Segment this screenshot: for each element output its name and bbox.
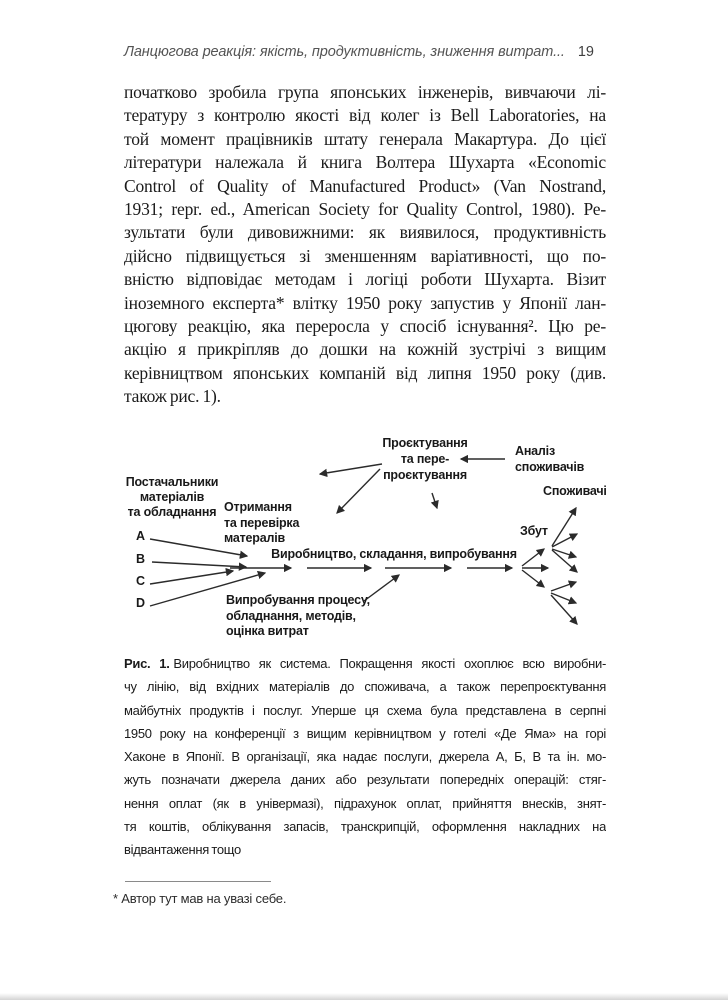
consumers-label: Споживачі <box>543 484 607 498</box>
caption-line: 1950 року на конференції з вищим керівництвом у готелі «Де Яма» на горі <box>124 725 606 741</box>
footnote-text: * Автор тут мав на увазі себе. <box>113 891 287 906</box>
production-label: Виробництво, складання, випробування <box>271 547 517 561</box>
caption-line: майбутніх продуктів і послуг. Уперше ця схема була представлена в серпні <box>124 702 606 718</box>
body-line: дійсно підвищується зі зменшенням варіативності, що по- <box>124 245 606 266</box>
running-head <box>124 44 594 62</box>
footnote-rule <box>125 881 271 882</box>
source-a-label: A <box>136 529 145 543</box>
source-b-label: B <box>136 552 145 566</box>
page-bottom-shadow <box>0 993 728 1000</box>
chapter-title: Ланцюгова реакція: якість, продуктивність, зниження витрат... <box>124 44 565 60</box>
source-d-label: D <box>136 596 145 610</box>
caption-line: нення оплат (як в універмазі), підрахунок оплат, прийняття внесків, знят- <box>124 795 606 811</box>
figure-1-diagram <box>124 428 610 656</box>
receiving-label: Отримання та перевірка матералів <box>224 500 300 545</box>
figure-caption <box>124 652 606 862</box>
body-line: акцію я прикріпляв до дошки на кожній зустрічі з вищим <box>124 339 606 360</box>
suppliers-label: Постачальники матеріалів та обладнання <box>125 475 219 519</box>
body-paragraph <box>124 81 606 408</box>
body-line: іноземного експерта* влітку 1950 року запустив у Японії лан- <box>124 292 606 313</box>
caption-line: тя коштів, облікування запасів, транскрипцій, оформлення накладних на <box>124 819 606 835</box>
distribution-label: Збут <box>520 524 548 538</box>
caption-line: жуть позначати джерела даних або результати попередніх операцій: стяг- <box>124 772 606 788</box>
body-line: цюгову реакцію, яка переросла у спосіб існування². Цю ре- <box>124 315 606 336</box>
testing-label: Випробування процесу, обладнання, методів, оцінка витрат <box>226 593 370 638</box>
body-line: початково зробила група японських інженерів, вивчаючи лі- <box>124 82 606 102</box>
body-line: 1931; repr. ed., American Society for Quality Control, 1980). Ре- <box>124 198 606 219</box>
caption-line: чу лінію, від вхідних матеріалів до споживача, а також перепроєктування <box>124 679 606 695</box>
consumer-research-label: Аналіз споживачів <box>515 444 585 474</box>
body-line: також рис. 1). <box>124 386 221 407</box>
body-line: тературу з контролю якості від колег із Bell Laboratories, на <box>124 105 606 126</box>
body-line: літератури належала й книга Волтера Шухарта «Economic <box>124 152 606 173</box>
caption-line: Хаконе в Японії. В організації, яка надає послуги, джерела А, Б, В та ін. мо- <box>124 749 606 765</box>
body-line: вністю відповідає методам і логіці роботи Шухарта. Візит <box>124 269 606 290</box>
source-c-label: C <box>136 574 145 588</box>
body-line: зультати були дивовижними: як виявилося, продуктивність <box>124 222 606 243</box>
caption-line: відвантаження тощо <box>124 842 241 858</box>
caption-line <box>124 652 606 675</box>
design-redesign-label: Проєктування та пере- проєктування <box>382 436 468 482</box>
body-line: той момент працівників штату генерала Макартура. До цієї <box>124 128 606 149</box>
caption-text: Виробництво як система. Покращення якості охоплює всю виробни- <box>173 656 606 671</box>
body-line: Control of Quality of Manufactured Product» (Van Nostrand, <box>124 175 606 196</box>
caption-figure-label: Рис. 1. <box>124 656 170 671</box>
page-number: 19 <box>577 44 594 60</box>
body-line: керівництвом японських компаній від липня 1950 року (див. <box>124 362 606 383</box>
